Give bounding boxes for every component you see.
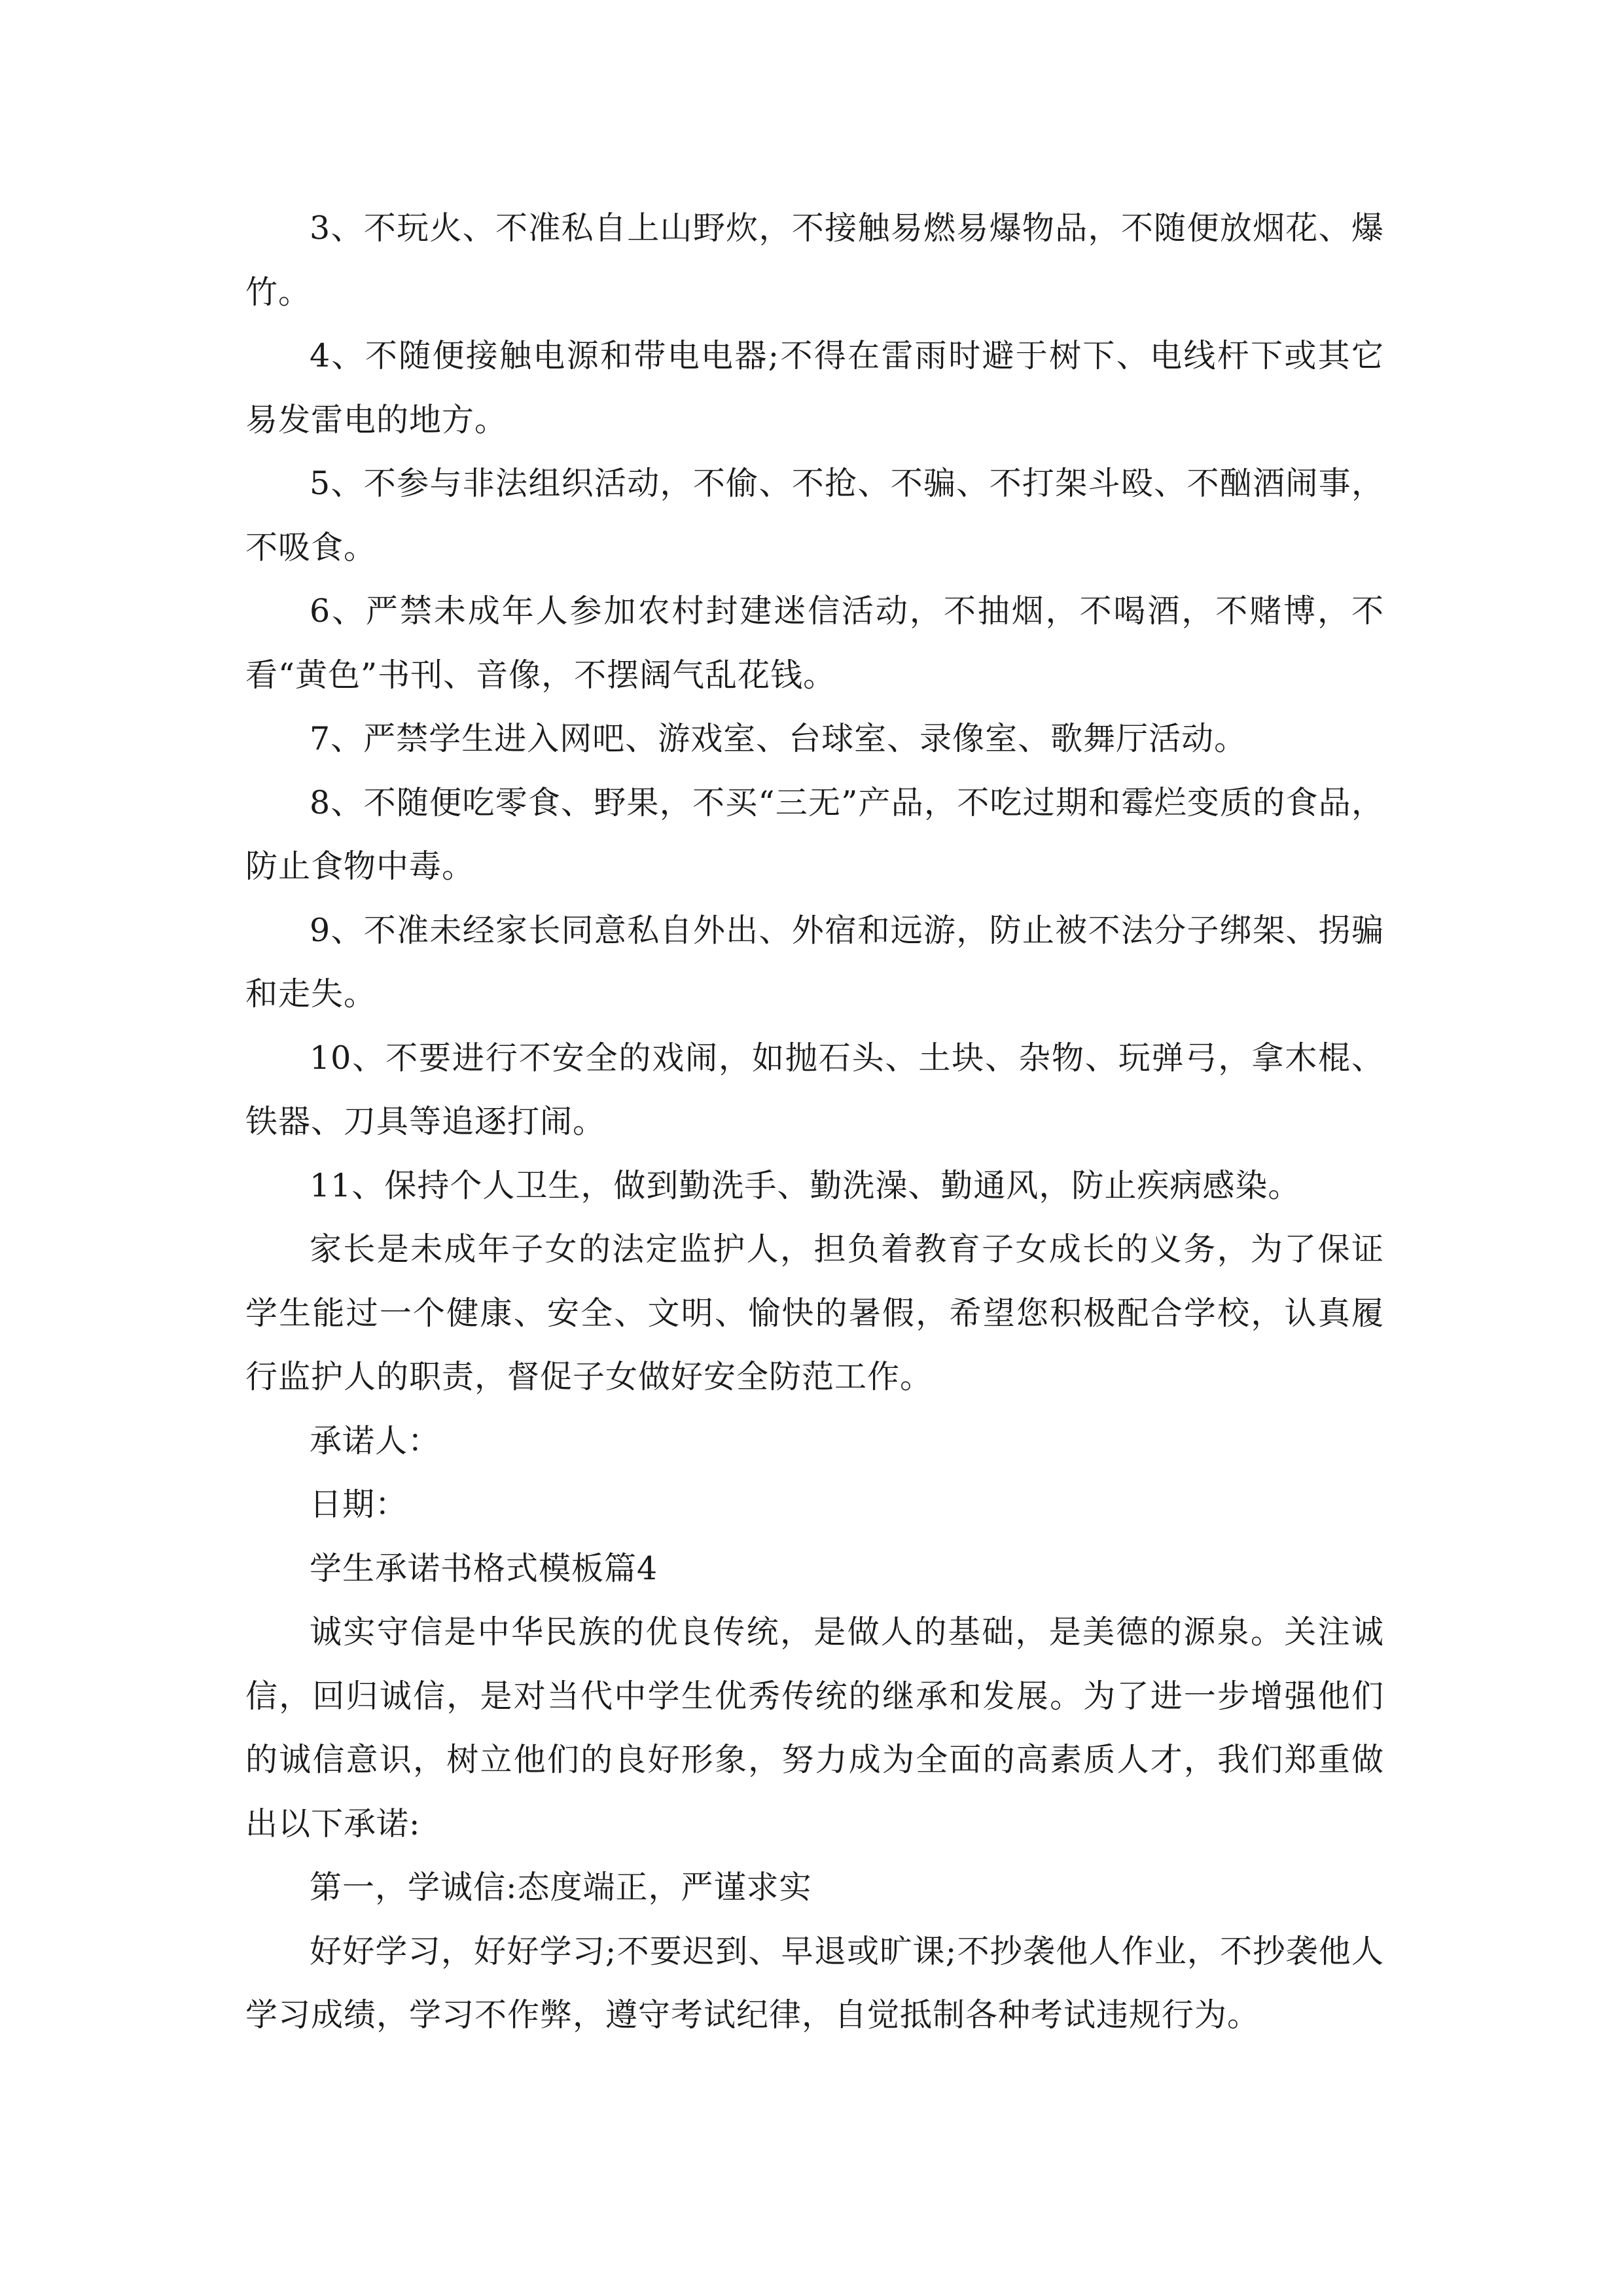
rule-item-10: 10、不要进行不安全的戏闹，如抛石头、土块、杂物、玩弹弓，拿木棍、铁器、刀具等追逐打闹。 (245, 1039, 1384, 1140)
promisor-label: 承诺人： (310, 1422, 441, 1460)
rule-item-8: 8、不随便吃零食、野果，不买“三无”产品，不吃过期和霉烂变质的食品，防止食物中毒。 (245, 783, 1384, 885)
rule-item-3: 3、不玩火、不准私自上山野炊，不接触易燃易爆物品，不随便放烟花、爆竹。 (245, 209, 1384, 311)
integrity-intro-paragraph: 诚实守信是中华民族的优良传统，是做人的基础，是美德的源泉。关注诚信，回归诚信，是对当代中学生优秀传统的继承和发展。为了进一步增强他们的诚信意识，树立他们的良好形象，努力成为全面的高素质人才，我们郑重做出以下承诺: (245, 1613, 1384, 1842)
rule-item-7: 7、严禁学生进入网吧、游戏室、台球室、录像室、歌舞厅活动。 (310, 720, 1247, 757)
rule-item-5: 5、不参与非法组织活动，不偷、不抢、不骗、不打架斗殴、不酗酒闹事，不吸食。 (245, 465, 1384, 566)
date-label: 日期： (310, 1486, 408, 1523)
rule-item-9: 9、不准未经家长同意私自外出、外宿和远游，防止被不法分子绑架、拐骗和走失。 (245, 911, 1384, 1013)
rule-item-4: 4、不随便接触电源和带电电器;不得在雷雨时避于树下、电线杆下或其它易发雷电的地方。 (245, 337, 1384, 439)
rule-item-11: 11、保持个人卫生，做到勤洗手、勤洗澡、勤通风，防止疾病感染。 (310, 1166, 1301, 1204)
parent-notice-paragraph: 家长是未成年子女的法定监护人，担负着教育子女成长的义务，为了保证学生能过一个健康、安全、文明、愉快的暑假，希望您积极配合学校，认真履行监护人的职责，督促子女做好安全防范工作。 (245, 1230, 1384, 1395)
first-point-heading: 第一，学诚信:态度端正，严谨求实 (310, 1869, 812, 1906)
section-title: 学生承诺书格式模板篇4 (310, 1549, 658, 1587)
rule-item-6: 6、严禁未成年人参加农村封建迷信活动，不抽烟，不喝酒，不赌博，不看“黄色”书刊、音像，不摆阔气乱花钱。 (245, 592, 1384, 694)
first-point-body: 好好学习，好好学习;不要迟到、早退或旷课;不抄袭他人作业，不抄袭他人学习成绩，学习不作弊，遵守考试纪律，自觉抵制各种考试违规行为。 (245, 1932, 1384, 2034)
document-body (245, 196, 1384, 2047)
